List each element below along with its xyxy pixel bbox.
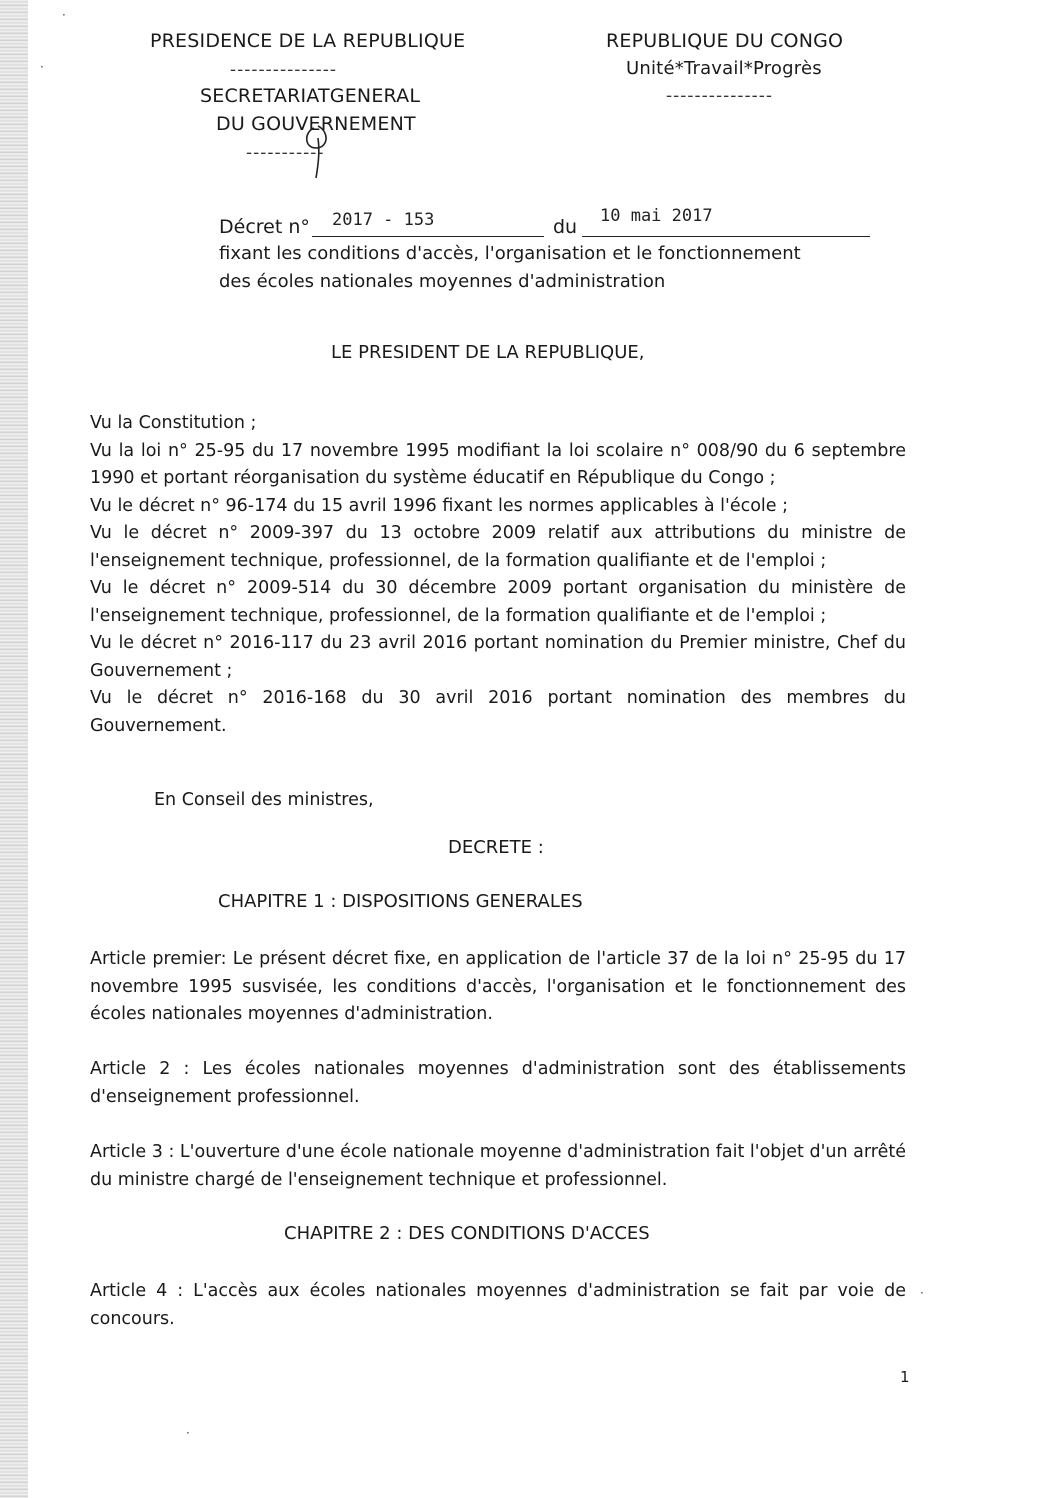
header-right-separator: --------------- bbox=[666, 86, 774, 106]
council-line: En Conseil des ministres, bbox=[154, 790, 374, 810]
header-motto: Unité*Travail*Progrès bbox=[626, 58, 822, 79]
header-republique: REPUBLIQUE DU CONGO bbox=[606, 30, 844, 52]
decree-number: 2017 - 153 bbox=[332, 210, 435, 230]
scan-speck: · bbox=[40, 60, 44, 74]
visa-decret-96-174: Vu le décret n° 96-174 du 15 avril 1996 fixant les normes applicables à l'école ; bbox=[90, 495, 789, 516]
decree-number-underline bbox=[312, 236, 544, 237]
article-2-label: Article 2 bbox=[90, 1059, 171, 1079]
header-left-separator-2: ----------- bbox=[246, 143, 325, 163]
decree-date: 10 mai 2017 bbox=[600, 206, 713, 226]
article-premier-text: : Le présent décret fixe, en application de l'article 37 de la loi n° 25-95 du 17 novembre 1995 susvisée, les conditions d'accès, l'organisation et le fonctionnement des écoles nationales moyennes d'administration. bbox=[90, 949, 906, 1024]
decree-du: du bbox=[553, 216, 578, 238]
decree-title-line-1: fixant les conditions d'accès, l'organisation et le fonctionnement bbox=[219, 243, 801, 264]
scan-speck: · bbox=[186, 1426, 190, 1440]
decree-date-underline bbox=[582, 236, 870, 237]
header-gouvernement: DU GOUVERNEMENT bbox=[216, 113, 416, 135]
article-2 bbox=[90, 1056, 906, 1111]
visa-decret-2016-117: Vu le décret n° 2016-117 du 23 avril 2016 portant nomination du Premier ministre, Chef du Gouvernement ; bbox=[90, 633, 906, 681]
visas-block bbox=[90, 410, 906, 740]
article-3-label: Article 3 bbox=[90, 1142, 163, 1162]
visa-loi-25-95: Vu la loi n° 25-95 du 17 novembre 1995 modifiant la loi scolaire n° 008/90 du 6 septembre 1990 et portant réorganisation du système éducatif en République du Congo ; bbox=[90, 440, 906, 488]
decree-prefix: Décret n° bbox=[219, 216, 310, 238]
article-3 bbox=[90, 1139, 906, 1194]
article-premier-label: Article premier bbox=[90, 949, 221, 969]
header-secretariat: SECRETARIATGENERAL bbox=[200, 85, 421, 107]
chapter-2-heading: CHAPITRE 2 : DES CONDITIONS D'ACCES bbox=[284, 1223, 650, 1244]
article-4-label: Article 4 bbox=[90, 1281, 168, 1301]
handwritten-initial-mark bbox=[300, 118, 336, 182]
scan-edge-artifact bbox=[0, 0, 28, 1498]
visa-decret-2009-514: Vu le décret n° 2009-514 du 30 décembre 2009 portant organisation du ministère de l'enseignement technique, professionnel, de la formation qualifiante et de l'emploi ; bbox=[90, 578, 906, 626]
article-premier bbox=[90, 946, 906, 1029]
article-3-text: : L'ouverture d'une école nationale moyenne d'administration fait l'objet d'un arrêté du ministre chargé de l'enseignement technique et professionnel. bbox=[90, 1142, 906, 1190]
visa-decret-2016-168: Vu le décret n° 2016-168 du 30 avril 2016 portant nomination des membres du Gouvernement. bbox=[90, 688, 906, 736]
header-presidence: PRESIDENCE DE LA REPUBLIQUE bbox=[150, 30, 466, 52]
scan-speck: · bbox=[920, 1286, 924, 1300]
page-number: 1 bbox=[900, 1368, 910, 1386]
authority-heading: LE PRESIDENT DE LA REPUBLIQUE, bbox=[331, 342, 645, 363]
header-left-separator-1: --------------- bbox=[230, 60, 338, 80]
visa-constitution: Vu la Constitution ; bbox=[90, 413, 257, 433]
visa-decret-2009-397: Vu le décret n° 2009-397 du 13 octobre 2009 relatif aux attributions du ministre de l'enseignement technique, professionnel, de la formation qualifiante et de l'emploi ; bbox=[90, 523, 906, 571]
decree-title-line-2: des écoles nationales moyennes d'administration bbox=[219, 271, 666, 292]
scan-speck: · bbox=[62, 8, 66, 22]
chapter-1-heading: CHAPITRE 1 : DISPOSITIONS GENERALES bbox=[218, 891, 583, 912]
decrete-heading: DECRETE : bbox=[448, 837, 544, 858]
article-4-text: : L'accès aux écoles nationales moyennes d'administration se fait par voie de concours. bbox=[90, 1281, 906, 1329]
article-2-text: : Les écoles nationales moyennes d'administration sont des établissements d'enseignement professionnel. bbox=[90, 1059, 906, 1107]
article-4 bbox=[90, 1278, 906, 1333]
